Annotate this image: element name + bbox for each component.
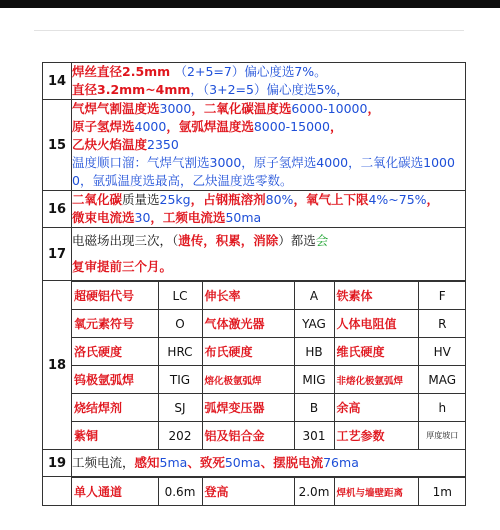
term-label: 人体电阻值 <box>334 310 418 338</box>
grid-row <box>72 478 466 506</box>
row-number: 19 <box>43 450 72 477</box>
text-segment: 2350 <box>147 137 179 152</box>
note-line <box>72 191 465 209</box>
term-label: 单人通道 <box>72 478 158 506</box>
text-segment: 30 <box>134 210 151 225</box>
row-number: 14 <box>43 63 72 100</box>
top-divider <box>34 30 464 31</box>
term-symbol: SJ <box>158 394 202 422</box>
table-row <box>43 450 466 477</box>
text-segment: 温度顺口溜：气焊气割选3000，原子氢焊选4000，二氧化碳选10000，氩弧温度选最高，乙炔温度选零数。 <box>72 155 455 188</box>
text-segment: 遗传，积累，消除 <box>178 233 279 248</box>
text-segment: 80% <box>265 192 294 207</box>
text-segment: ）都选 <box>278 233 316 248</box>
table-row <box>43 228 466 281</box>
note-content <box>72 100 466 191</box>
text-segment: 微束电流选 <box>72 210 135 225</box>
text-segment: 焊丝直径2.5mm <box>72 64 175 79</box>
grid-row <box>72 366 466 394</box>
term-label: 伸长率 <box>202 282 294 310</box>
note-line <box>72 118 465 136</box>
row-number: 17 <box>43 228 72 281</box>
text-segment: 4%~75% <box>368 192 427 207</box>
term-label: 铝及铝合金 <box>202 422 294 450</box>
text-segment: ， <box>329 119 343 134</box>
term-symbol: MIG <box>294 366 334 394</box>
text-segment: 、致死 <box>187 455 225 470</box>
term-symbol: h <box>418 394 466 422</box>
distance-grid-cell <box>72 477 466 506</box>
note-line <box>72 100 465 118</box>
term-symbol: F <box>418 282 466 310</box>
term-label: 熔化极氩弧焊 <box>202 366 294 394</box>
note-content <box>72 228 466 281</box>
text-segment: 会 <box>315 233 329 248</box>
term-symbol: 301 <box>294 422 334 450</box>
term-symbol: LC <box>158 282 202 310</box>
term-symbol: HV <box>418 338 466 366</box>
grid-row <box>72 394 466 422</box>
text-segment: 、摆脱电流 <box>260 455 324 470</box>
symbol-grid <box>72 281 466 449</box>
note-line <box>72 81 465 99</box>
text-segment: 3000 <box>159 101 192 116</box>
note-content <box>72 450 466 477</box>
text-segment: 76ma <box>323 455 359 470</box>
text-segment: 质量选 <box>122 192 160 207</box>
text-segment: 50ma <box>224 455 261 470</box>
term-label: 非熔化极氩弧焊 <box>334 366 418 394</box>
symbol-grid-cell <box>72 281 466 450</box>
term-label: 维氏硬度 <box>334 338 418 366</box>
text-segment: 感知 <box>134 455 160 470</box>
grid-row <box>72 310 466 338</box>
row-number: 15 <box>43 100 72 191</box>
text-segment: ，（3+2=5）偏心度选5%， <box>190 82 349 97</box>
top-status-bar <box>0 0 500 8</box>
study-notes-table <box>42 62 466 506</box>
term-label: 氧元素符号 <box>72 310 158 338</box>
text-segment: 5ma <box>159 455 188 470</box>
term-label: 登高 <box>202 478 294 506</box>
term-symbol: 厚度坡口 <box>418 422 466 450</box>
note-line <box>72 154 465 190</box>
text-segment: 复审提前三个月。 <box>72 259 173 274</box>
text-segment: 6000-10000 <box>291 101 368 116</box>
term-label: 紫铜 <box>72 422 158 450</box>
note-content <box>72 191 466 228</box>
table-row <box>43 63 466 100</box>
term-symbol: 202 <box>158 422 202 450</box>
term-label: 钨极氩弧焊 <box>72 366 158 394</box>
term-label: 布氏硬度 <box>202 338 294 366</box>
term-symbol: TIG <box>158 366 202 394</box>
text-segment: 二氧化碳 <box>72 192 123 207</box>
text-segment: 气焊气割温度选 <box>72 101 160 116</box>
text-segment: ，二氧化碳温度选 <box>191 101 292 116</box>
text-segment: 工频电流， <box>72 455 135 470</box>
term-value: 1m <box>418 478 466 506</box>
term-label: 焊机与墙壁距离 <box>334 478 418 506</box>
text-segment: ，占钢瓶溶剂 <box>190 192 266 207</box>
text-segment: 25kg <box>159 192 191 207</box>
term-symbol: YAG <box>294 310 334 338</box>
term-symbol: O <box>158 310 202 338</box>
term-label: 余高 <box>334 394 418 422</box>
note-line <box>72 209 465 227</box>
term-symbol: HB <box>294 338 334 366</box>
text-segment: （2+5=7）偏心度选7%。 <box>174 64 327 79</box>
term-value: 0.6m <box>158 478 202 506</box>
row-number <box>43 477 72 506</box>
term-label: 洛氏硬度 <box>72 338 158 366</box>
text-segment: ，氩弧焊温度选 <box>166 119 254 134</box>
text-segment: 原子氢焊选 <box>72 119 135 134</box>
note-content <box>72 63 466 100</box>
term-symbol: A <box>294 282 334 310</box>
row-number: 18 <box>43 281 72 450</box>
note-line <box>72 136 465 154</box>
text-segment: 直径3.2mm~4mm <box>72 82 191 97</box>
term-symbol: MAG <box>418 366 466 394</box>
table-row <box>43 191 466 228</box>
row-number: 16 <box>43 191 72 228</box>
note-line <box>72 254 465 280</box>
note-line <box>72 63 465 81</box>
term-symbol: B <box>294 394 334 422</box>
text-segment: ，工频电流选 <box>150 210 226 225</box>
term-label: 超硬铝代号 <box>72 282 158 310</box>
text-segment: 8000-15000 <box>253 119 330 134</box>
text-segment: ， <box>426 192 440 207</box>
distance-grid <box>72 477 466 505</box>
text-segment: ， <box>367 101 380 116</box>
grid-row <box>72 338 466 366</box>
text-segment: ，氧气上下限 <box>293 192 369 207</box>
table-row <box>43 477 466 506</box>
term-label: 气体激光器 <box>202 310 294 338</box>
note-line <box>72 228 465 254</box>
term-symbol: HRC <box>158 338 202 366</box>
text-segment: 电磁场出现三次，（ <box>72 233 179 248</box>
grid-row <box>72 282 466 310</box>
text-segment: 乙炔火焰温度 <box>72 137 148 152</box>
term-label: 弧焊变压器 <box>202 394 294 422</box>
term-label: 铁素体 <box>334 282 418 310</box>
term-symbol: R <box>418 310 466 338</box>
text-segment: 50ma <box>225 210 262 225</box>
grid-row <box>72 422 466 450</box>
term-value: 2.0m <box>294 478 334 506</box>
term-label: 工艺参数 <box>334 422 418 450</box>
term-label: 烧结焊剂 <box>72 394 158 422</box>
table-row <box>43 100 466 191</box>
table-row <box>43 281 466 450</box>
text-segment: 4000 <box>134 119 167 134</box>
